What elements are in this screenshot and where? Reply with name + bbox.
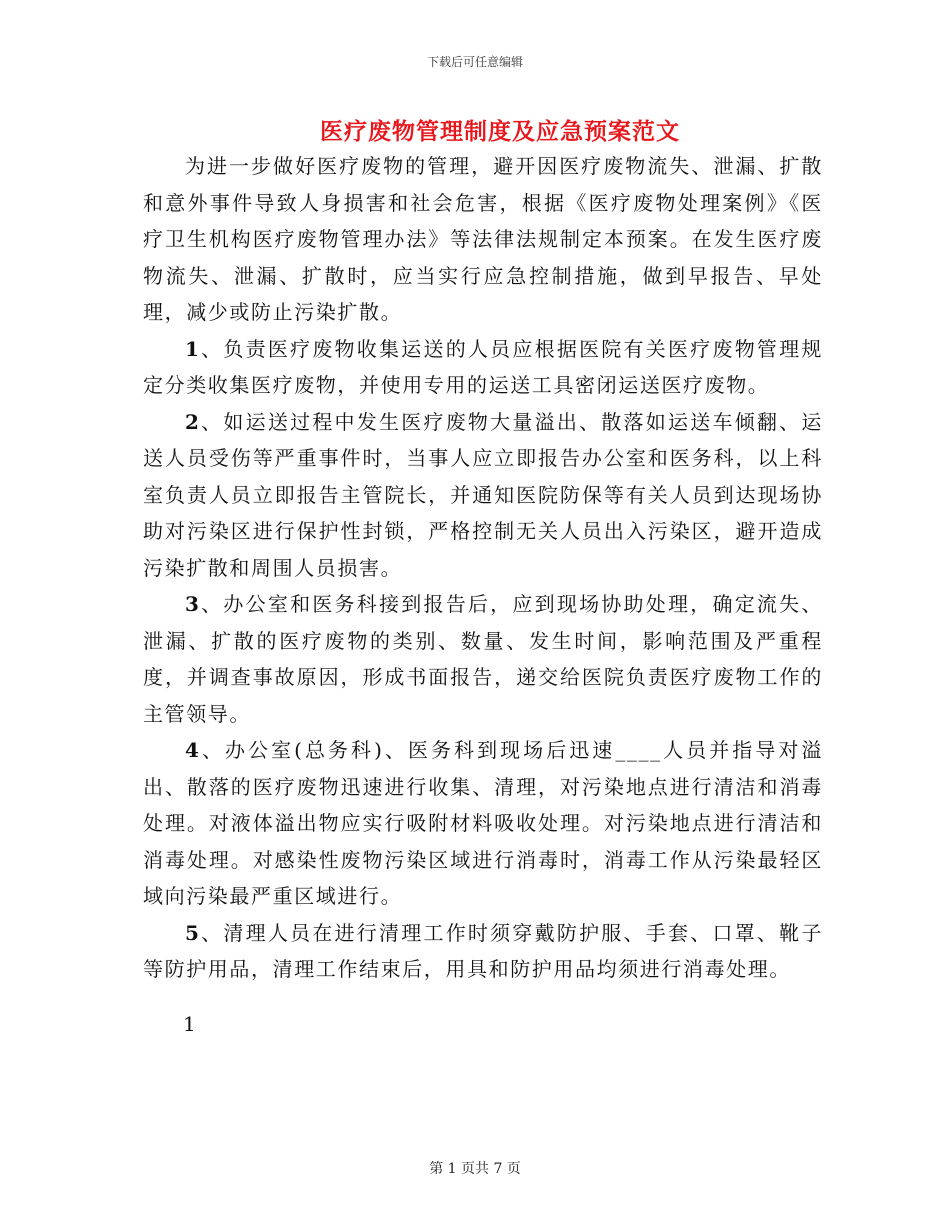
header-note: 下载后可任意编辑 xyxy=(426,55,523,69)
item-paragraph-5 xyxy=(143,915,823,988)
item-number: 2 xyxy=(185,409,201,434)
item-text: 、如运送过程中发生医疗废物大量溢出、散落如运送车倾翻、运送人员受伤等严重事件时，当事人应立即报告办公室和医务科，以上科室负责人员立即报告主管院长，并通知医院防保等有关人员到达现场协助对污染区进行保护性封锁，严格控制无关人员出入污染区，避开造成污染扩散和周围人员损害。 xyxy=(143,409,823,580)
item-text: 、办公室(总务科)、医务科到现场后迅速____人员并指导对溢出、散落的医疗废物迅速进行收集、清理，对污染地点进行清洁和消毒处理。对液体溢出物应实行吸附材料吸收处理。对污染地点进行清洁和消毒处理。对感染性废物污染区域进行消毒时，消毒工作从污染最轻区域向污染最严重区域进行。 xyxy=(143,738,823,908)
item-number: 4 xyxy=(185,738,201,762)
document-body xyxy=(143,148,823,988)
item-text: 、负责医疗废物收集运送的人员应根据医院有关医疗废物管理规定分类收集医疗废物，并使用专用的运送工具密闭运送医疗废物。 xyxy=(143,336,823,397)
page-number-mark: 1 xyxy=(183,1012,196,1036)
item-paragraph-1 xyxy=(143,331,823,404)
item-number: 5 xyxy=(185,920,201,945)
item-text: 、办公室和医务科接到报告后，应到现场协助处理，确定流失、泄漏、扩散的医疗废物的类别、数量、发生时间，影响范围及严重程度，并调查事故原因，形成书面报告，递交给医院负责医疗废物工作的主管领导。 xyxy=(143,592,823,726)
item-text: 、清理人员在进行清理工作时须穿戴防护服、手套、口罩、靴子等防护用品，清理工作结束后，用具和防护用品均须进行消毒处理。 xyxy=(143,920,823,981)
item-paragraph-2 xyxy=(143,404,823,587)
item-paragraph-4 xyxy=(143,732,823,915)
item-number: 3 xyxy=(185,592,201,616)
intro-paragraph: 为进一步做好医疗废物的管理，避开因医疗废物流失、泄漏、扩散和意外事件导致人身损害和社会危害，根据《医疗废物处理案例》《医疗卫生机构医疗废物管理办法》等法律法规制定本预案。在发生医疗废物流失、泄漏、扩散时，应当实行应急控制措施，做到早报告、早处理，减少或防止污染扩散。 xyxy=(143,154,823,324)
item-number: 1 xyxy=(185,336,201,361)
document-title: 医疗废物管理制度及应急预案范文 xyxy=(320,118,680,145)
item-paragraph-3 xyxy=(143,586,823,732)
page-footer: 第 1 页共 7 页 xyxy=(429,1161,521,1177)
